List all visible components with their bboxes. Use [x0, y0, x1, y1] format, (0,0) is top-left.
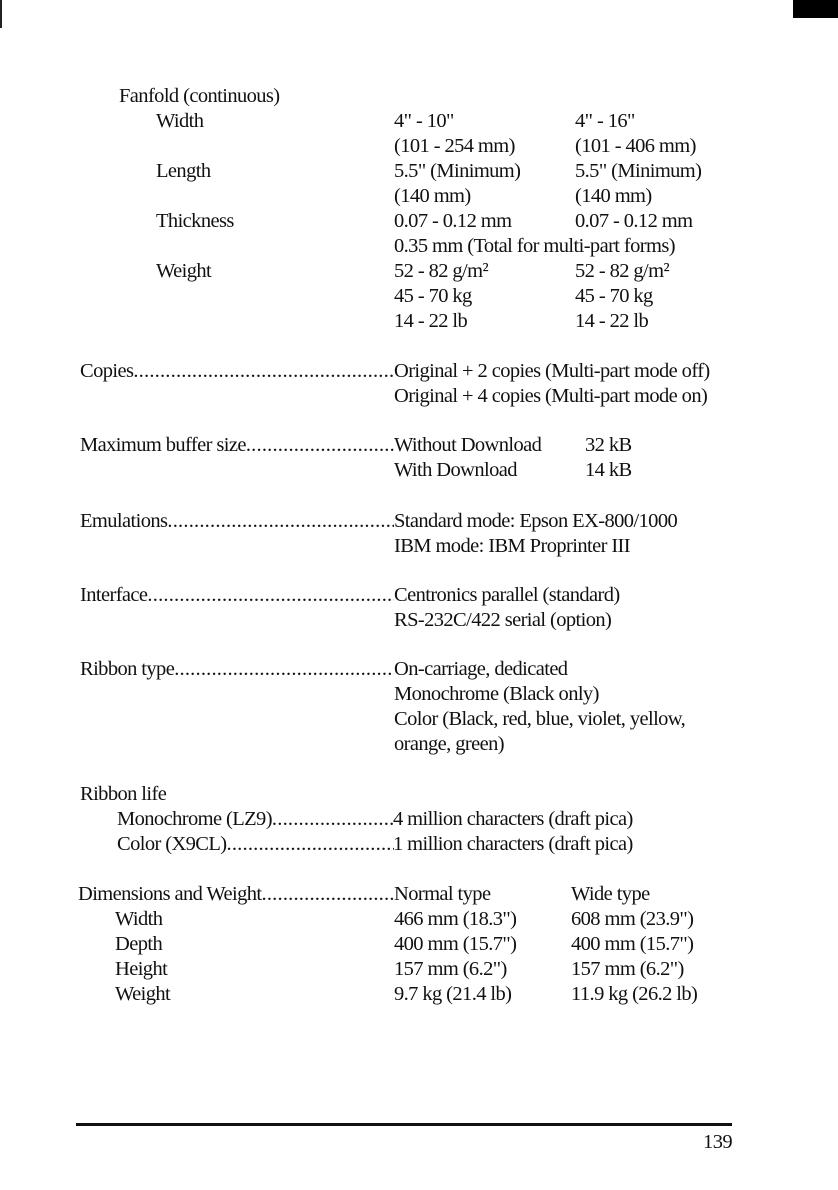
dot-leader: [262, 882, 394, 907]
fanfold-length-wide-mm: (140 mm): [575, 185, 652, 207]
scan-edge-mark-left: [0, 0, 2, 28]
fanfold-weight-wide-gsm: 52 - 82 g/m²: [575, 260, 670, 282]
buffer-with-download-value: 14 kB: [585, 459, 632, 481]
buffer-label-leader: [80, 433, 394, 458]
dot-leader: [133, 359, 394, 384]
dimensions-width-wide: 608 mm (23.9"): [571, 908, 694, 930]
emulations-line-1: Standard mode: Epson EX-800/1000: [394, 510, 678, 532]
fanfold-thickness-label: Thickness: [156, 210, 234, 232]
fanfold-weight-normal-gsm: 52 - 82 g/m²: [394, 260, 489, 282]
dimensions-weight-normal: 9.7 kg (21.4 lb): [394, 983, 512, 1005]
fanfold-thickness-wide: 0.07 - 0.12 mm: [575, 210, 693, 232]
buffer-without-download-value: 32 kB: [585, 434, 632, 456]
ribbon-life-mono-label: Monochrome (LZ9): [117, 808, 272, 830]
ribbon-type-label: Ribbon type: [80, 658, 175, 680]
fanfold-length-label: Length: [156, 160, 211, 182]
fanfold-length-normal: 5.5" (Minimum): [394, 160, 521, 182]
copies-line-1: Original + 2 copies (Multi-part mode off): [394, 360, 710, 382]
fanfold-width-label: Width: [156, 110, 204, 132]
interface-label: Interface: [80, 584, 148, 606]
emulations-line-2: IBM mode: IBM Proprinter III: [394, 535, 630, 557]
ribbon-life-color-label: Color (X9CL): [117, 833, 227, 855]
fanfold-width-wide: 4" - 16": [575, 110, 635, 132]
dimensions-weight-wide: 11.9 kg (26.2 lb): [571, 983, 698, 1005]
emulations-label-leader: [80, 509, 394, 534]
ribbon-type-line-2: Monochrome (Black only): [394, 683, 599, 705]
fanfold-width-normal: 4" - 10": [394, 110, 454, 132]
emulations-label: Emulations: [80, 510, 168, 532]
interface-line-2: RS-232C/422 serial (option): [394, 609, 612, 631]
dot-leader: [227, 832, 394, 857]
dimensions-wide-header: Wide type: [571, 883, 650, 905]
ribbon-life-color-leader: [117, 832, 394, 857]
ribbon-type-line-3: Color (Black, red, blue, violet, yellow,: [394, 708, 686, 730]
fanfold-heading: Fanfold (continuous): [119, 85, 280, 107]
fanfold-length-wide: 5.5" (Minimum): [575, 160, 702, 182]
dot-leader: [167, 509, 394, 534]
fanfold-weight-normal-lb: 14 - 22 lb: [394, 310, 468, 332]
ribbon-type-label-leader: [80, 657, 394, 682]
buffer-without-download-label: Without Download: [394, 434, 542, 456]
fanfold-width-normal-mm: (101 - 254 mm): [394, 135, 515, 157]
footer-rule: [76, 1123, 732, 1126]
ribbon-type-line-1: On-carriage, dedicated: [394, 658, 568, 680]
dot-leader: [272, 807, 394, 832]
dimensions-normal-header: Normal type: [394, 883, 491, 905]
ribbon-life-color-value: 1 million characters (draft pica): [393, 833, 633, 855]
fanfold-width-wide-mm: (101 - 406 mm): [575, 135, 696, 157]
fanfold-weight-wide-kg: 45 - 70 kg: [575, 285, 653, 307]
dot-leader: [147, 583, 394, 608]
interface-line-1: Centronics parallel (standard): [394, 584, 620, 606]
ribbon-life-mono-value: 4 million characters (draft pica): [393, 808, 633, 830]
copies-label: Copies: [80, 360, 134, 382]
ribbon-life-mono-leader: [117, 807, 394, 832]
ribbon-life-heading: Ribbon life: [80, 783, 167, 805]
dimensions-height-normal: 157 mm (6.2"): [394, 958, 507, 980]
fanfold-thickness-multipart: 0.35 mm (Total for multi-part forms): [394, 235, 675, 257]
fanfold-weight-wide-lb: 14 - 22 lb: [575, 310, 649, 332]
dimensions-width-normal: 466 mm (18.3"): [394, 908, 517, 930]
dimensions-depth-normal: 400 mm (15.7"): [394, 933, 517, 955]
dimensions-label-leader: [78, 882, 394, 907]
copies-label-leader: [80, 359, 394, 384]
fanfold-weight-label: Weight: [156, 260, 212, 282]
ribbon-type-line-4: orange, green): [394, 733, 504, 755]
fanfold-weight-normal-kg: 45 - 70 kg: [394, 285, 472, 307]
dimensions-label: Dimensions and Weight: [78, 883, 262, 905]
fanfold-length-normal-mm: (140 mm): [394, 185, 471, 207]
copies-line-2: Original + 4 copies (Multi-part mode on): [394, 385, 708, 407]
dimensions-height-label: Height: [115, 958, 168, 980]
dot-leader: [246, 433, 394, 458]
interface-label-leader: [80, 583, 394, 608]
dot-leader: [174, 657, 394, 682]
scan-edge-block-right: [793, 0, 838, 18]
dimensions-weight-label: Weight: [115, 983, 171, 1005]
dimensions-width-label: Width: [115, 908, 163, 930]
fanfold-thickness-normal: 0.07 - 0.12 mm: [394, 210, 512, 232]
page-number: 139: [703, 1131, 732, 1153]
dimensions-height-wide: 157 mm (6.2"): [571, 958, 684, 980]
dimensions-depth-label: Depth: [115, 933, 163, 955]
buffer-label: Maximum buffer size: [80, 434, 246, 456]
dimensions-depth-wide: 400 mm (15.7"): [571, 933, 694, 955]
buffer-with-download-label: With Download: [394, 459, 517, 481]
